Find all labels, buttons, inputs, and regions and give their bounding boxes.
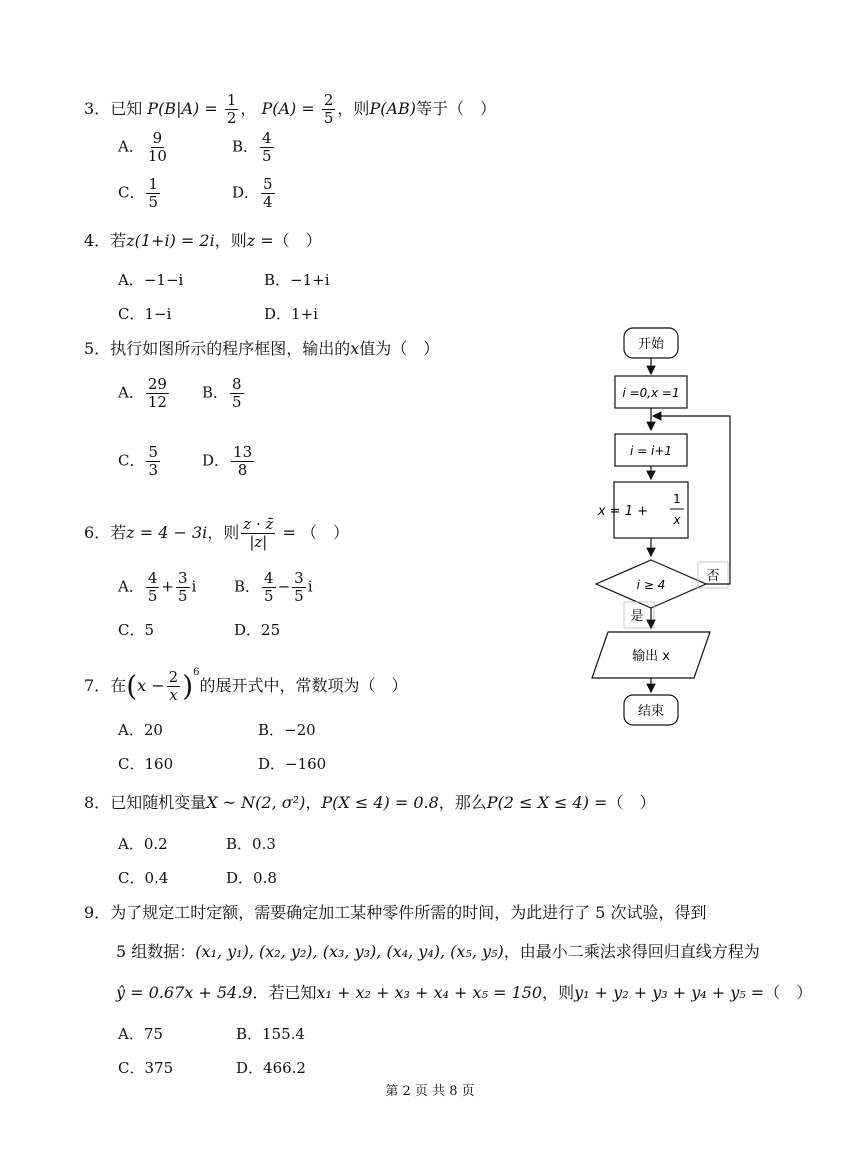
stem-text: 若 xyxy=(110,523,127,542)
question-number: 9． xyxy=(84,903,111,922)
option-value: 20 xyxy=(143,721,163,739)
option-b[interactable] xyxy=(264,270,330,290)
left-paren: ( xyxy=(126,669,138,703)
option-label: D． xyxy=(226,869,254,887)
imaginary-unit: i xyxy=(191,577,197,596)
numerator: 4 xyxy=(147,569,158,587)
option-label: A． xyxy=(118,835,144,853)
numerator: 1 xyxy=(148,175,159,193)
stem-text: 5 组数据： xyxy=(116,942,196,961)
fraction xyxy=(146,376,169,411)
denominator: 5 xyxy=(294,587,304,605)
option-value: 0.8 xyxy=(253,869,277,887)
condition-label: i ≥ 4 xyxy=(636,578,666,592)
question-9-line-1 xyxy=(84,902,707,924)
option-value: −1+i xyxy=(290,271,330,289)
option-label: D． xyxy=(232,183,260,202)
option-label: D． xyxy=(236,1059,264,1077)
stem-text: 已知随机变量 xyxy=(110,793,207,812)
start-node xyxy=(624,328,678,358)
exponent: 6 xyxy=(193,667,200,678)
condition-node xyxy=(596,560,706,608)
stem-text: 执行如图所示的程序框图，输出的 xyxy=(110,339,351,358)
option-label: C． xyxy=(118,755,145,773)
question-number: 5． xyxy=(84,339,111,358)
numerator: 13 xyxy=(233,443,253,461)
stem-text: 已知 xyxy=(110,99,143,118)
option-value: 25 xyxy=(261,621,281,639)
option-label: C． xyxy=(118,451,145,470)
option-label: B． xyxy=(258,721,285,739)
option-label: D． xyxy=(202,451,230,470)
option-a[interactable] xyxy=(118,834,168,854)
option-value: 0.2 xyxy=(143,835,168,853)
denominator: 5 xyxy=(232,393,242,411)
question-number: 3． xyxy=(84,99,111,118)
option-b[interactable] xyxy=(234,570,313,605)
init-node xyxy=(615,376,687,408)
option-c[interactable] xyxy=(118,176,162,211)
question-5-stem xyxy=(84,338,439,360)
math-expr: P(A) = xyxy=(261,99,320,118)
option-b[interactable] xyxy=(232,130,276,165)
stem-text: ， xyxy=(305,793,322,812)
option-label: C． xyxy=(118,305,145,323)
question-8-stem xyxy=(84,792,655,814)
assign-label: x = 1 + xyxy=(597,504,648,519)
question-number: 4． xyxy=(84,231,111,250)
option-c[interactable] xyxy=(118,444,162,479)
option-value: 375 xyxy=(144,1059,174,1077)
option-b[interactable] xyxy=(236,1024,305,1044)
operator: + xyxy=(161,577,174,596)
option-label: D． xyxy=(264,305,292,323)
option-label: D． xyxy=(234,621,262,639)
option-value: 75 xyxy=(143,1025,163,1043)
question-7-stem xyxy=(84,662,408,704)
denominator: 5 xyxy=(177,587,188,605)
question-4-stem xyxy=(84,230,322,252)
fraction xyxy=(292,570,306,605)
option-a[interactable] xyxy=(118,1024,163,1044)
option-label: B． xyxy=(202,383,229,402)
denominator: 5 xyxy=(148,193,159,211)
program-flowchart xyxy=(590,322,750,732)
stem-text: ，由最小二乘法求得回归直线方程为 xyxy=(503,942,760,961)
fraction xyxy=(230,376,244,411)
assign-numerator: 1 xyxy=(673,492,681,506)
fraction xyxy=(146,130,169,165)
imaginary-unit: i xyxy=(307,577,313,596)
option-label: C． xyxy=(118,621,145,639)
stem-text: ．若已知 xyxy=(252,983,317,1002)
option-value: −1−i xyxy=(143,271,184,289)
question-number: 8． xyxy=(84,793,111,812)
option-value: 155.4 xyxy=(262,1025,305,1043)
option-value: 466.2 xyxy=(263,1059,306,1077)
stem-text: 若 xyxy=(110,231,127,250)
math-expr: x xyxy=(350,339,360,358)
numerator: 2 xyxy=(323,91,334,109)
option-c[interactable] xyxy=(118,620,154,640)
init-label: i =0,x =1 xyxy=(622,386,680,400)
math-expr: P(AB) xyxy=(369,99,416,118)
question-9-line-3 xyxy=(116,982,812,1004)
option-c[interactable] xyxy=(118,754,173,774)
option-label: A． xyxy=(118,577,144,596)
option-a[interactable] xyxy=(118,376,171,411)
denominator: 12 xyxy=(147,393,167,411)
math-expr: ŷ = 0.67x + 54.9 xyxy=(116,983,253,1002)
denominator: 2 xyxy=(226,109,237,127)
stem-text: ，则 xyxy=(214,231,247,250)
right-paren: ) xyxy=(182,669,194,703)
end-node xyxy=(624,695,678,725)
increment-node xyxy=(615,434,687,466)
fraction xyxy=(231,444,254,479)
denominator: 5 xyxy=(147,587,158,605)
denominator: 3 xyxy=(148,461,159,479)
option-label: C． xyxy=(118,1059,145,1077)
stem-text: 的展开式中，常数项为（ ） xyxy=(199,676,408,695)
option-label: A． xyxy=(118,271,144,289)
option-b[interactable] xyxy=(258,720,316,740)
stem-text: 为了规定工时定额，需要确定加工某种零件所需的时间，为此进行了 5 次试验，得到 xyxy=(110,903,707,922)
fraction xyxy=(261,176,275,211)
option-c[interactable] xyxy=(118,868,168,888)
question-6-stem xyxy=(84,516,349,551)
option-d[interactable] xyxy=(258,754,326,774)
fraction xyxy=(146,176,160,211)
numerator: 9 xyxy=(152,129,163,147)
option-d[interactable] xyxy=(202,444,256,479)
option-d[interactable] xyxy=(264,304,318,324)
option-value: 1+i xyxy=(291,305,318,323)
math-expr: z(1+i) = 2i xyxy=(126,231,215,250)
option-d[interactable] xyxy=(226,868,277,888)
option-b[interactable] xyxy=(226,834,276,854)
question-number: 7． xyxy=(84,676,111,695)
option-label: B． xyxy=(232,137,259,156)
stem-text: （ ） xyxy=(607,793,656,812)
assign-denominator: x xyxy=(673,513,681,527)
question-number: 6． xyxy=(84,523,111,542)
option-label: A． xyxy=(118,1025,144,1043)
math-expr: x₁ + x₂ + x₃ + x₄ + x₅ = 150 xyxy=(316,983,543,1002)
end-label: 结束 xyxy=(637,704,665,719)
denominator: 4 xyxy=(263,193,273,211)
denominator: 5 xyxy=(262,147,272,165)
option-label: B． xyxy=(234,577,261,596)
stem-text: = （ ） xyxy=(277,523,349,542)
option-label: B． xyxy=(264,271,291,289)
option-d[interactable] xyxy=(234,620,280,640)
stem-text: 等于（ ） xyxy=(416,99,497,118)
numerator: 4 xyxy=(262,129,272,147)
fraction xyxy=(146,570,160,605)
page-footer: 第 2 页 共 8 页 xyxy=(385,1084,475,1099)
option-label: B． xyxy=(236,1025,263,1043)
option-value: 0.4 xyxy=(144,869,169,887)
math-expr: z = 4 − 3i xyxy=(126,523,208,542)
operator: − xyxy=(277,577,291,596)
stem-text: ，那么 xyxy=(438,793,487,812)
math-expr: P(B|A) = xyxy=(147,99,223,118)
fraction xyxy=(146,444,160,479)
denominator: 5 xyxy=(264,587,274,605)
numerator: z · z̄ xyxy=(243,515,274,533)
numerator: 29 xyxy=(147,375,167,393)
option-label: A． xyxy=(118,383,144,402)
option-value: −20 xyxy=(284,721,316,739)
denominator: 10 xyxy=(147,147,167,165)
math-expr: (x₁, y₁), (x₂, y₂), (x₃, y₃), (x₄, y₄), (x₅, y₅) xyxy=(195,942,504,961)
fraction xyxy=(260,130,274,165)
option-value: 5 xyxy=(144,621,155,639)
increment-label: i = i+1 xyxy=(629,444,673,458)
option-label: C． xyxy=(118,183,145,202)
numerator: 5 xyxy=(263,175,273,193)
option-label: A． xyxy=(118,137,144,156)
math-expr: y₁ + y₂ + y₃ + y₄ + y₅ = xyxy=(574,983,765,1002)
option-c[interactable] xyxy=(118,1058,173,1078)
stem-text: 值为（ ） xyxy=(359,339,440,358)
option-d[interactable] xyxy=(232,176,277,211)
fraction xyxy=(176,570,190,605)
fraction xyxy=(167,669,181,704)
fraction xyxy=(262,570,276,605)
fraction xyxy=(225,92,239,127)
option-value: 160 xyxy=(144,755,174,773)
stem-text: ，则 xyxy=(207,523,240,542)
numerator: 4 xyxy=(264,569,274,587)
option-label: A． xyxy=(118,721,144,739)
numerator: 3 xyxy=(177,569,188,587)
stem-text: （ ） xyxy=(764,983,813,1002)
option-d[interactable] xyxy=(236,1058,306,1078)
option-a[interactable] xyxy=(118,570,196,605)
option-a[interactable] xyxy=(118,270,183,290)
denominator: 8 xyxy=(237,461,248,479)
question-9-line-2 xyxy=(116,941,760,963)
stem-text: ，则 xyxy=(337,99,370,118)
numerator: 2 xyxy=(168,668,179,686)
numerator: 5 xyxy=(148,443,159,461)
math-expr: P(2 ≤ X ≤ 4) = xyxy=(486,793,608,812)
denominator: x xyxy=(169,686,178,704)
question-3-stem xyxy=(84,92,496,127)
yes-label: 是 xyxy=(630,609,644,624)
option-label: B． xyxy=(226,835,253,853)
numerator: 1 xyxy=(226,91,237,109)
assign-node xyxy=(597,482,688,538)
stem-text: 在 xyxy=(110,676,127,695)
option-a[interactable] xyxy=(118,720,163,740)
option-label: D． xyxy=(258,755,286,773)
math-expr: x − xyxy=(137,676,165,695)
math-expr: z = xyxy=(246,231,274,250)
fraction xyxy=(322,92,336,127)
stem-text: ，则 xyxy=(542,983,575,1002)
denominator: 5 xyxy=(323,109,334,127)
output-label: 输出 x xyxy=(632,649,670,664)
numerator: 3 xyxy=(294,569,304,587)
start-label: 开始 xyxy=(637,337,665,352)
stem-text: （ ） xyxy=(273,231,322,250)
option-value: 0.3 xyxy=(252,835,276,853)
option-value: 1−i xyxy=(144,305,172,323)
option-value: −160 xyxy=(285,755,327,773)
no-label: 否 xyxy=(706,569,720,584)
option-b[interactable] xyxy=(202,376,246,411)
output-node xyxy=(592,632,710,678)
option-label: C． xyxy=(118,869,145,887)
math-expr: X ~ N(2, σ²) xyxy=(206,793,306,812)
fraction xyxy=(241,516,275,551)
math-expr: P(X ≤ 4) = 0.8 xyxy=(321,793,439,812)
option-c[interactable] xyxy=(118,304,171,324)
stem-text: ， xyxy=(240,99,257,118)
option-a[interactable] xyxy=(118,130,171,165)
numerator: 8 xyxy=(232,375,242,393)
denominator: |z| xyxy=(249,533,268,551)
